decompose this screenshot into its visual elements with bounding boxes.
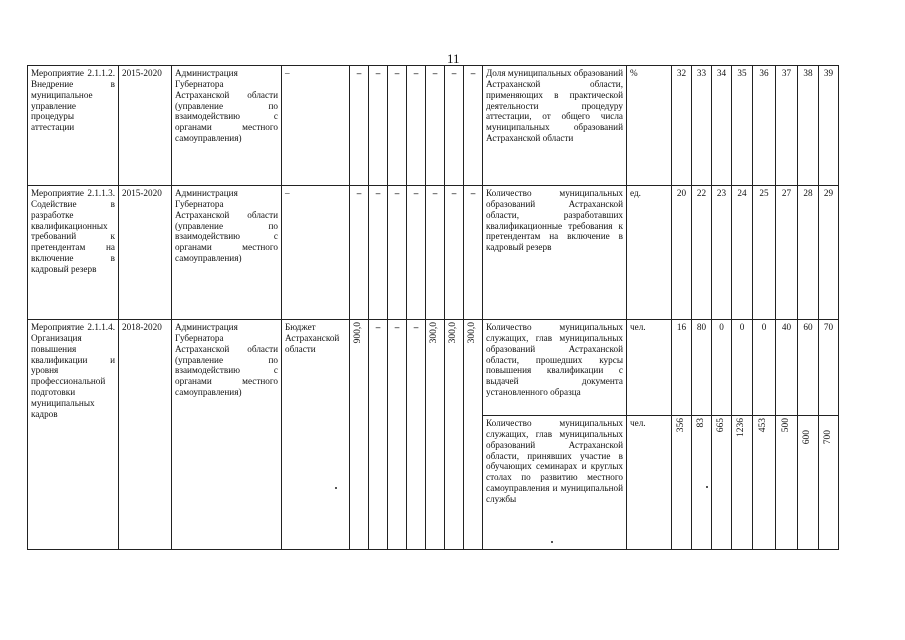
value-cell: [776, 416, 798, 550]
program-table: [27, 65, 839, 550]
amount-cell: –: [464, 186, 483, 320]
value-cell: 20: [672, 186, 692, 320]
amount-cell: –: [407, 320, 426, 550]
value-cell: 25: [753, 186, 776, 320]
value-text: 1236: [736, 418, 747, 437]
value-cell: [753, 416, 776, 550]
amount-cell: –: [407, 66, 426, 186]
value-cell: 39: [819, 66, 839, 186]
scan-speck: [706, 486, 708, 488]
value-cell: 0: [712, 320, 732, 416]
value-cell: 23: [712, 186, 732, 320]
unit-cell: %: [627, 66, 672, 186]
amount-cell: –: [388, 320, 407, 550]
value-cell: 16: [672, 320, 692, 416]
value-cell: [712, 416, 732, 550]
amount-value: 300,0: [467, 322, 478, 344]
source-cell: Бюджет Астраханской области: [282, 320, 350, 550]
value-cell: 35: [732, 66, 753, 186]
page-number: 11: [447, 51, 460, 66]
value-cell: [819, 416, 839, 550]
source-cell: –: [282, 66, 350, 186]
scan-speck: [551, 541, 553, 543]
amount-cell: [426, 320, 445, 550]
value-cell: 34: [712, 66, 732, 186]
period-cell: 2015-2020: [119, 186, 172, 320]
value-cell: 0: [732, 320, 753, 416]
amount-cell: –: [426, 66, 445, 186]
amount-cell: –: [350, 66, 369, 186]
value-cell: 29: [819, 186, 839, 320]
event-cell: Мероприятие 2.1.1.4. Организация повышения квалификации и уровня профессиональной подготовки муниципальных кадров: [28, 320, 119, 550]
table-row: [28, 66, 839, 186]
value-cell: [798, 416, 819, 550]
amount-cell: [445, 320, 464, 550]
amount-cell: –: [369, 186, 388, 320]
value-text: 700: [822, 430, 833, 445]
value-cell: 28: [798, 186, 819, 320]
value-text: 500: [780, 418, 791, 433]
executor-cell: Администрация Губернатора Астраханской области (управление по взаимодействию с органами местного самоуправления): [172, 66, 282, 186]
amount-cell: –: [369, 320, 388, 550]
indicator-cell: Количество муниципальных служащих, глав муниципальных образований Астраханской области, принявших участие в обучающих семинарах и круглых столах по развитию местного самоуправления и муниципальной службы: [483, 416, 627, 550]
executor-cell: Администрация Губернатора Астраханской области (управление по взаимодействию с органами местного самоуправления): [172, 320, 282, 550]
amount-value: 300,0: [448, 322, 459, 344]
value-cell: 36: [753, 66, 776, 186]
unit-cell: чел.: [627, 416, 672, 550]
amount-cell: –: [407, 186, 426, 320]
table-row: [28, 186, 839, 320]
value-text: 600: [802, 430, 813, 445]
value-cell: 0: [753, 320, 776, 416]
value-cell: 33: [692, 66, 712, 186]
value-cell: [692, 416, 712, 550]
value-cell: 60: [798, 320, 819, 416]
amount-value: 300,0: [429, 322, 440, 344]
scan-speck: [335, 487, 337, 489]
value-text: 453: [758, 418, 769, 433]
value-cell: 27: [776, 186, 798, 320]
indicator-cell: Количество муниципальных образований Астраханской области, разработавших квалификационные требования к претендентам на включение в кадровый резерв: [483, 186, 627, 320]
amount-cell: –: [350, 186, 369, 320]
amount-cell: –: [445, 66, 464, 186]
value-cell: 37: [776, 66, 798, 186]
amount-cell: [350, 320, 369, 550]
source-cell: –: [282, 186, 350, 320]
amount-cell: –: [388, 186, 407, 320]
unit-cell: ед.: [627, 186, 672, 320]
amount-cell: –: [369, 66, 388, 186]
amount-cell: –: [426, 186, 445, 320]
amount-value: 900,0: [353, 322, 364, 344]
value-cell: 32: [672, 66, 692, 186]
value-text: 665: [715, 418, 726, 433]
table-row: [28, 320, 839, 416]
value-cell: 22: [692, 186, 712, 320]
value-cell: 80: [692, 320, 712, 416]
value-cell: 24: [732, 186, 753, 320]
executor-cell: Администрация Губернатора Астраханской области (управление по взаимодействию с органами местного самоуправления): [172, 186, 282, 320]
value-text: 83: [695, 418, 706, 428]
event-cell: Мероприятие 2.1.1.3. Содействие в разработке квалификационных требований к претендентам на включение в кадровый резерв: [28, 186, 119, 320]
value-text: 356: [675, 418, 686, 433]
amount-cell: –: [464, 66, 483, 186]
value-cell: [732, 416, 753, 550]
amount-cell: [464, 320, 483, 550]
period-cell: 2018-2020: [119, 320, 172, 550]
indicator-cell: Количество муниципальных служащих, глав муниципальных образований Астраханской области, прошедших курсы повышения квалификации с выдачей документа установленного образца: [483, 320, 627, 416]
amount-cell: –: [445, 186, 464, 320]
unit-cell: чел.: [627, 320, 672, 416]
event-cell: Мероприятие 2.1.1.2. Внедрение в муниципальное управление процедуры аттестации: [28, 66, 119, 186]
period-cell: 2015-2020: [119, 66, 172, 186]
value-cell: [672, 416, 692, 550]
value-cell: 38: [798, 66, 819, 186]
amount-cell: –: [388, 66, 407, 186]
value-cell: 40: [776, 320, 798, 416]
value-cell: 70: [819, 320, 839, 416]
indicator-cell: Доля муниципальных образований Астраханской области, применяющих в практической деятельности процедуру аттестации, от общего числа муниципальных образований Астраханской области: [483, 66, 627, 186]
